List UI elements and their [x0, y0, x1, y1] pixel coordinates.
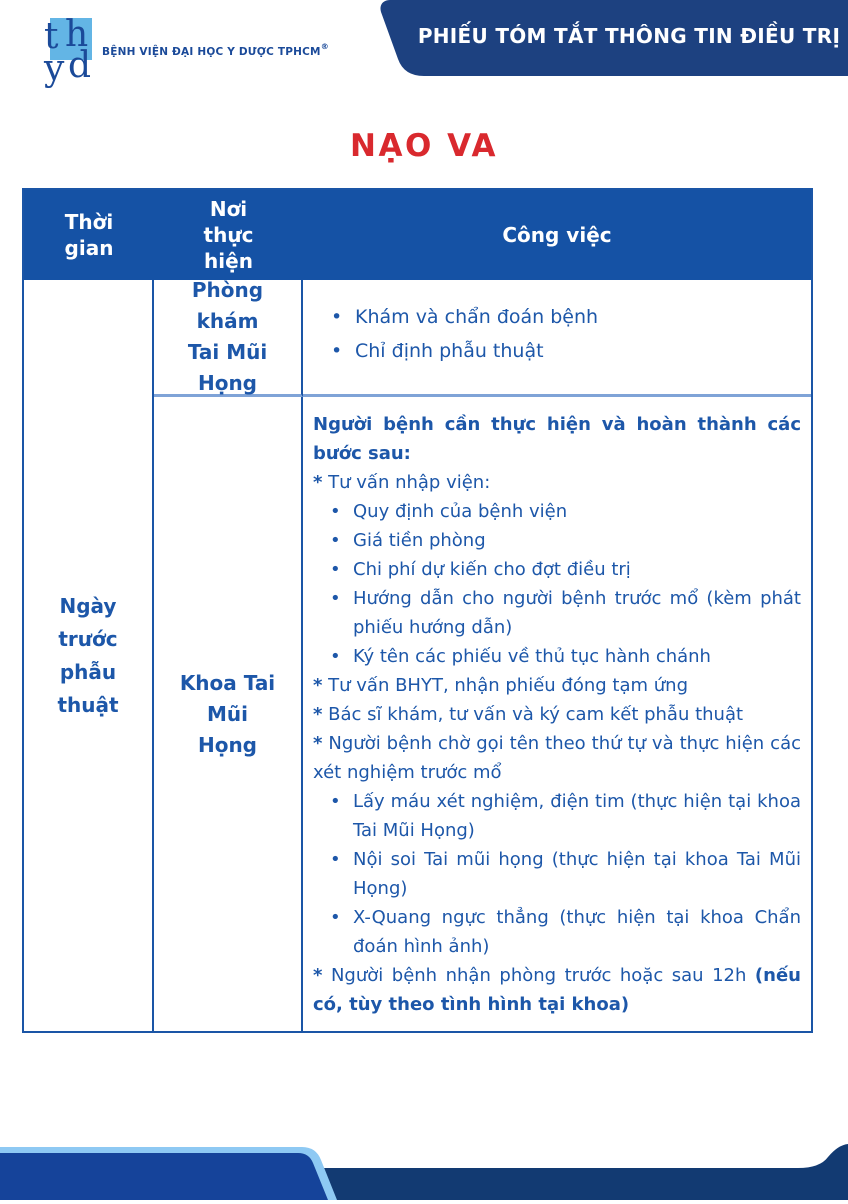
place-department-label: Khoa Tai Mũi Họng [179, 670, 276, 757]
bullet-dot: • [330, 588, 341, 609]
star-line: * Người bệnh nhận phòng trước hoặc sau 12h (nếu có, tùy theo tình hình tại khoa) [313, 965, 801, 1015]
monogram-letter-h: h [65, 14, 89, 55]
time-period-label: Ngày trước phẫu thuật [57, 593, 119, 717]
bullet-item: • Khám và chẩn đoán bệnh [313, 300, 799, 334]
bullet-dot: • [330, 501, 341, 522]
bullet-item: • Chi phí dự kiến cho đợt điều trị [313, 555, 801, 584]
cell-time-period [24, 280, 154, 1031]
footer-decoration [0, 1130, 848, 1200]
info-table [22, 188, 813, 1033]
table-header-row [24, 190, 811, 280]
cell-tasks-department [303, 397, 811, 1031]
star-line: * Tư vấn nhập viện: [313, 472, 491, 493]
bullet-dot: • [330, 530, 341, 551]
banner [372, 0, 848, 78]
page-title: NẠO VA [350, 128, 498, 164]
bullet-item: • Chỉ định phẫu thuật [313, 334, 799, 368]
cell-place-department [154, 397, 303, 1031]
bullet-dot: • [330, 791, 341, 812]
header-time-label: Thời gian [64, 210, 114, 260]
bullet-dot: • [331, 306, 343, 328]
star-marker: * [313, 472, 323, 493]
footer-right-bar [318, 1144, 848, 1200]
table-header-time [24, 190, 154, 280]
monogram-letter-t: t [44, 16, 59, 57]
bold-note: (nếu có, tùy theo tình hình tại khoa) [313, 965, 801, 1015]
star-marker: * [313, 675, 323, 696]
monogram-letter-y: y [44, 48, 65, 89]
bullet-dot: • [330, 559, 341, 580]
registered-mark: ® [320, 42, 329, 51]
bullet-item: • X-Quang ngực thẳng (thực hiện tại khoa Chẩn đoán hình ảnh) [313, 903, 801, 961]
bullet-item: • Ký tên các phiếu về thủ tục hành chánh [313, 642, 801, 671]
cell-tasks-clinic [303, 280, 811, 397]
bullet-dot: • [330, 849, 341, 870]
star-marker: * [313, 704, 323, 725]
bullet-item: • Lấy máu xét nghiệm, điện tim (thực hiện tại khoa Tai Mũi Họng) [313, 787, 801, 845]
banner-title: PHIẾU TÓM TẮT THÔNG TIN ĐIỀU TRỊ [417, 24, 841, 48]
bullet-item: • Hướng dẫn cho người bệnh trước mổ (kèm phát phiếu hướng dẫn) [313, 584, 801, 642]
star-marker: * [313, 733, 323, 754]
brand-name [102, 42, 329, 58]
place-clinic-label: Phòng khám Tai Mũi Họng [187, 278, 268, 395]
footer-left-bar [0, 1153, 328, 1200]
bullet-item: • Nội soi Tai mũi họng (thực hiện tại khoa Tai Mũi Họng) [313, 845, 801, 903]
logo-monogram-icon [34, 10, 104, 90]
footer-shapes [0, 1130, 848, 1200]
section-heading: Người bệnh cần thực hiện và hoàn thành các bước sau: [313, 414, 801, 464]
cell-place-clinic [154, 280, 303, 397]
bullet-item: • Giá tiền phòng [313, 526, 801, 555]
monogram-letter-d: d [68, 45, 92, 86]
table-header-place [154, 190, 303, 280]
bullet-dot: • [331, 340, 343, 362]
star-line: * Bác sĩ khám, tư vấn và ký cam kết phẫu thuật [313, 704, 744, 725]
brand-name-text: BỆNH VIỆN ĐẠI HỌC Y DƯỢC TPHCM [102, 46, 321, 58]
hospital-logo [34, 10, 104, 90]
bullet-dot: • [330, 907, 341, 928]
table-header-tasks [303, 190, 811, 280]
header-tasks-label: Công việc [502, 223, 612, 247]
star-line: * Người bệnh chờ gọi tên theo thứ tự và thực hiện các xét nghiệm trước mổ [313, 733, 801, 783]
star-line: * Tư vấn BHYT, nhận phiếu đóng tạm ứng [313, 675, 688, 696]
bullet-dot: • [330, 646, 341, 667]
bullet-item: • Quy định của bệnh viện [313, 497, 801, 526]
star-marker: * [313, 965, 323, 986]
header-place-label: Nơi thực hiện [203, 197, 254, 273]
